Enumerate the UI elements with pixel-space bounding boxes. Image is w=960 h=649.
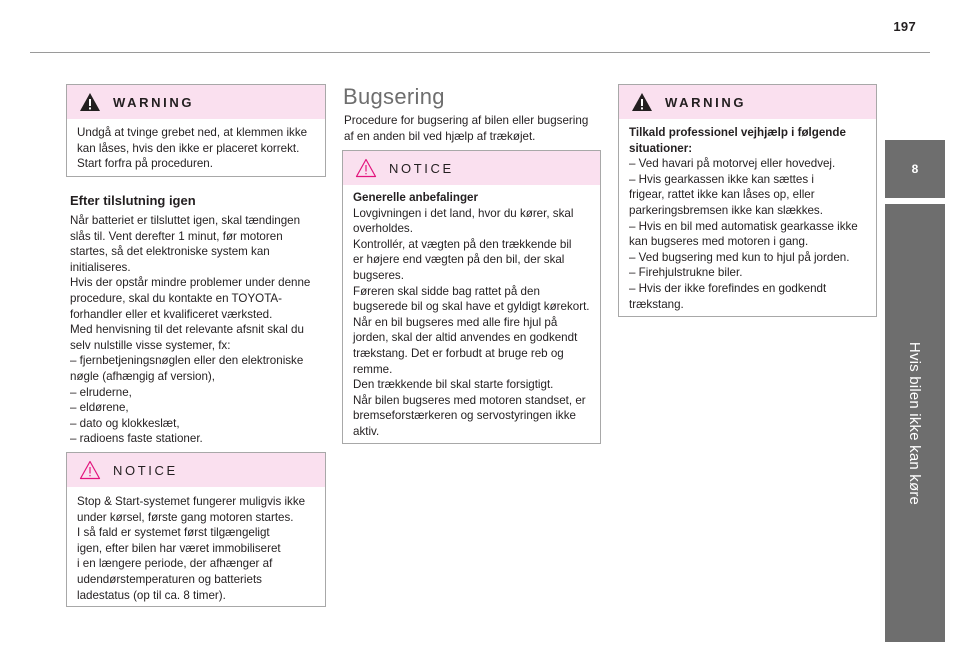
warning-line: Start forfra på proceduren. <box>77 157 213 171</box>
notice-line: jorden, skal der altid anvendes en godkendt <box>353 331 578 345</box>
warning-line: kan låses, hvis den ikke er placeret korrekt. <box>77 141 300 155</box>
chapter-title: Hvis bilen ikke kan køre <box>906 341 924 505</box>
body-line: Med henvisning til det relevante afsnit skal du <box>70 323 304 337</box>
warning-box-1 <box>66 84 326 177</box>
notice-line: Når bilen bugseres med motoren standset, er <box>353 393 586 407</box>
notice-line: Lovgivningen i det land, hvor du kører, skal <box>353 206 574 220</box>
notice-line: bugserede bil og skal have et gyldigt kørekort. <box>353 300 590 314</box>
notice-line: trækstang. Det er forbudt at bruge reb og <box>353 346 564 360</box>
notice-box-1-body <box>67 487 325 611</box>
notice-box-2 <box>342 150 601 444</box>
notice-line: remme. <box>353 362 393 376</box>
notice-label: NOTICE <box>113 462 178 478</box>
notice-line: bugseres. <box>353 268 404 282</box>
warning-triangle-icon <box>631 92 653 112</box>
notice-line: udendørstemperaturen og batteriets <box>77 572 262 586</box>
body-line: initialiseres. <box>70 260 131 274</box>
notice-line: igen, efter bilen har været immobiliseret <box>77 541 281 555</box>
warning-line: – Hvis gearkassen ikke kan sættes i <box>629 172 814 186</box>
warning-line: Undgå at tvinge grebet ned, at klemmen ikke <box>77 126 308 139</box>
warning-heading: situationer: <box>629 141 693 155</box>
notice-heading: Generelle anbefalinger <box>353 191 479 204</box>
warning-box-1-header <box>67 85 325 119</box>
warning-line: – Ved bugsering med kun to hjul på jorden. <box>629 250 850 264</box>
top-rule <box>30 52 930 53</box>
body-line: startes, så det elektroniske system kan <box>70 245 270 259</box>
notice-box-2-body <box>343 185 600 448</box>
warning-line: frigear, rattet ikke kan låses op, eller <box>629 188 815 202</box>
warning-box-1-body <box>67 119 325 180</box>
body-line: selv nulstille visse systemer, fx: <box>70 338 231 352</box>
warning-label: WARNING <box>113 94 195 110</box>
notice-box-1 <box>66 452 326 607</box>
warning-box-2-body <box>619 119 876 320</box>
notice-line: ladestatus (op til ca. 8 timer). <box>77 588 226 602</box>
notice-line: overholdes. <box>353 222 413 236</box>
warning-label: WARNING <box>665 94 747 110</box>
body-line: procedure, skal du kontakte en TOYOTA- <box>70 291 283 305</box>
chapter-number-tab[interactable] <box>885 140 945 198</box>
body-line: Hvis der opstår mindre problemer under denne <box>70 276 311 290</box>
page-title: Bugsering <box>343 84 445 109</box>
chapter-title-wrap <box>885 204 945 642</box>
warning-heading: Tilkald professionel vejhjælp i følgende <box>629 126 846 139</box>
warning-line: trækstang. <box>629 297 684 311</box>
notice-triangle-icon <box>355 158 377 178</box>
notice-line: er højere end vægten på den bil, der skal <box>353 253 565 267</box>
notice-line: Kontrollér, at vægten på den trækkende bil <box>353 237 572 251</box>
body-line: – fjernbetjeningsnøglen eller den elektroniske <box>70 354 304 368</box>
notice-line: Føreren skal sidde bag rattet på den <box>353 284 540 298</box>
chapter-number: 8 <box>911 162 919 176</box>
notice-line: Den trækkende bil skal starte forsigtigt. <box>353 378 554 392</box>
notice-line: bremseforstærkeren og servostyringen ikke <box>353 409 576 423</box>
warning-line: – Hvis der ikke forefindes en godkendt <box>629 281 827 295</box>
notice-box-1-header <box>67 453 325 487</box>
body-line: forhandler eller et kvalificeret værksted. <box>70 307 273 321</box>
page-number: 197 <box>893 19 916 34</box>
notice-label: NOTICE <box>389 160 454 176</box>
intro-text <box>344 113 604 144</box>
body-line: – radioens faste stationer. <box>70 432 203 446</box>
notice-triangle-icon <box>79 460 101 480</box>
body-line: Når batteriet er tilsluttet igen, skal tændingen <box>70 214 301 227</box>
warning-triangle-icon <box>79 92 101 112</box>
notice-line: aktiv. <box>353 424 380 438</box>
body-line: slås til. Vent derefter 1 minut, før motoren <box>70 229 283 243</box>
body-line: – dato og klokkeslæt, <box>70 416 180 430</box>
section-title: Efter tilslutning igen <box>70 193 196 208</box>
warning-line: kan bugseres med motoren i gang. <box>629 235 809 249</box>
warning-line: – Ved havari på motorvej eller hovedvej. <box>629 157 836 171</box>
warning-box-2-header <box>619 85 876 119</box>
warning-line: parkeringsbremsen ikke kan slækkes. <box>629 203 823 217</box>
warning-line: – Hvis en bil med automatisk gearkasse ikke <box>629 219 858 233</box>
intro-line: af en anden bil ved hjælp af trækøjet. <box>344 129 536 143</box>
notice-box-2-header <box>343 151 600 185</box>
notice-line: i en længere periode, der afhænger af <box>77 557 273 571</box>
body-line: nøgle (afhængig af version), <box>70 369 215 383</box>
notice-line: under kørsel, første gang motoren startes. <box>77 510 294 524</box>
notice-line: Stop & Start-systemet fungerer muligvis ikke <box>77 495 306 508</box>
notice-line: Når en bil bugseres med alle fire hjul på <box>353 315 558 329</box>
intro-line: Procedure for bugsering af bilen eller bugsering <box>344 114 589 127</box>
body-line: – eldørene, <box>70 401 129 415</box>
notice-line: I så fald er systemet først tilgængeligt <box>77 526 270 540</box>
body-line: – elruderne, <box>70 385 132 399</box>
warning-line: – Firehjulstrukne biler. <box>629 266 743 280</box>
warning-box-2 <box>618 84 877 317</box>
section-body <box>70 213 330 447</box>
